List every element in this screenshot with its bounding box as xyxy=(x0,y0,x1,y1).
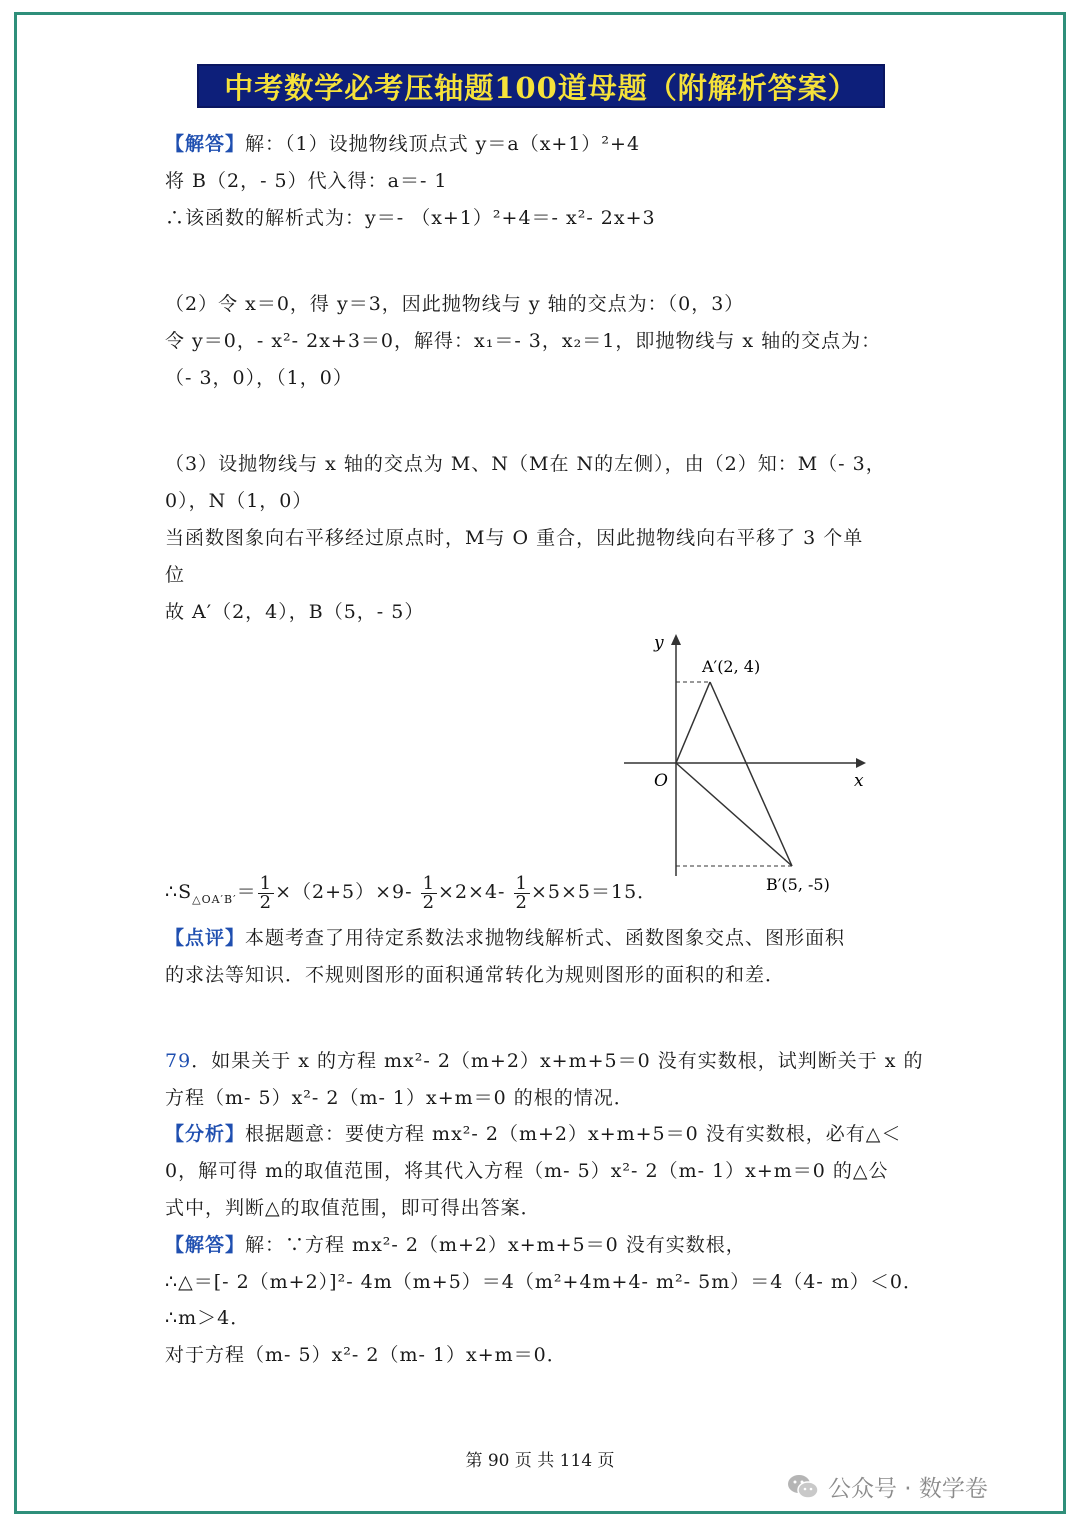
solution2-line-1: 【解答】解：∵方程 mx²- 2（m+2）x+m+5＝0 没有实数根， xyxy=(165,1234,746,1256)
question-number: 79 xyxy=(165,1050,192,1072)
answer-tag-2: 【解答】 xyxy=(165,1234,246,1256)
part3-line-3: 当函数图象向右平移经过原点时，M与 O 重合，因此抛物线向右平移了 3 个单 xyxy=(165,527,864,549)
part3-line-5: 故 A′（2，4），B（5，- 5） xyxy=(165,601,425,623)
part2-line-1: （2）令 x＝0，得 y＝3，因此抛物线与 y 轴的交点为：（0，3） xyxy=(165,293,745,315)
comment-line-1: 【点评】本题考查了用待定系数法求抛物线解析式、函数图象交点、图形面积 xyxy=(165,927,846,949)
part3-line-4: 位 xyxy=(165,564,186,586)
segment-ob xyxy=(676,763,792,866)
analysis-line-1: 【分析】根据题意：要使方程 mx²- 2（m+2）x+m+5＝0 没有实数根，必有△＜ xyxy=(165,1123,902,1145)
answer-tag: 【解答】 xyxy=(165,133,246,155)
wechat-icon xyxy=(786,1473,820,1501)
x-axis-label: x xyxy=(854,771,864,791)
page-footer: 第 90 页 共 114 页 xyxy=(465,1451,615,1471)
watermark-text: 公众号 · 数学卷 xyxy=(828,1476,988,1502)
part2-line-2: 令 y＝0，- x²- 2x+3＝0，解得：x₁＝- 3，x₂＝1，即抛物线与 x 轴的交点为： xyxy=(165,330,882,352)
answer-line-3: ∴该函数的解析式为：y＝- （x+1）²+4＝- x²- 2x+3 xyxy=(165,207,656,229)
fraction-3: $\frac{1}{2}$ xyxy=(515,872,528,913)
answer-line-1: 【解答】解：（1）设抛物线顶点式 y＝a（x+1）²+4 xyxy=(165,133,641,155)
question-79-line-2: 方程（m- 5）x²- 2（m- 1）x+m＝0 的根的情况． xyxy=(165,1087,634,1109)
segment-ab xyxy=(710,682,792,866)
y-axis-label: y xyxy=(654,633,664,653)
point-b-label: B′(5, -5) xyxy=(766,875,830,894)
fraction-1: $\frac{1}{2}$ xyxy=(259,872,273,913)
part2-line-3: （- 3，0），（1，0） xyxy=(165,367,353,389)
x-axis-arrow xyxy=(856,758,866,768)
analysis-line-3: 式中，判断△的取值范围，即可得出答案． xyxy=(165,1197,541,1219)
point-a-label: A′(2, 4) xyxy=(702,657,761,676)
analysis-line-2: 0，解可得 m的取值范围，将其代入方程（m- 5）x²- 2（m- 1）x+m＝0 的△公 xyxy=(165,1160,889,1182)
area-formula: $\therefore S_{\triangle OA'B'}=$ $\frac{1}{2}$ ×（2+5）×9- $\frac{1}{2}$ ×2×4- $\frac{1}{2}$ ×5×5＝15． xyxy=(165,872,658,913)
title-banner xyxy=(197,64,885,108)
comment-tag: 【点评】 xyxy=(165,927,246,949)
page-title: 中考数学必考压轴题100道母题（附解析答案） xyxy=(224,70,858,105)
y-axis-arrow xyxy=(671,634,681,645)
solution2-line-3: ∴m＞4． xyxy=(165,1307,251,1329)
comment-line-2: 的求法等知识．不规则图形的面积通常转化为规则图形的面积的和差． xyxy=(165,964,786,986)
analysis-tag: 【分析】 xyxy=(165,1123,246,1145)
solution2-line-2: ∴△＝[- 2（m+2）]²- 4m（m+5）＝4（m²+4m+4- m²- 5m）＝4（4- m）＜0． xyxy=(165,1271,923,1293)
coordinate-graph xyxy=(618,626,880,898)
solution2-line-4: 对于方程（m- 5）x²- 2（m- 1）x+m＝0． xyxy=(165,1344,567,1366)
origin-label: O xyxy=(654,771,668,791)
segment-oa xyxy=(676,682,710,763)
question-79-line-1: 79．如果关于 x 的方程 mx²- 2（m+2）x+m+5＝0 没有实数根，试判断关于 x 的 xyxy=(165,1050,924,1072)
fraction-2: $\frac{1}{2}$ xyxy=(422,872,436,913)
part3-line-2: 0），N（1，0） xyxy=(165,490,313,512)
watermark xyxy=(786,1470,988,1503)
part3-line-1: （3）设抛物线与 x 轴的交点为 M、N（M在 N的左侧），由（2）知：M（- 3， xyxy=(165,453,886,475)
answer-line-2: 将 B（2，- 5）代入得：a＝- 1 xyxy=(165,170,448,192)
